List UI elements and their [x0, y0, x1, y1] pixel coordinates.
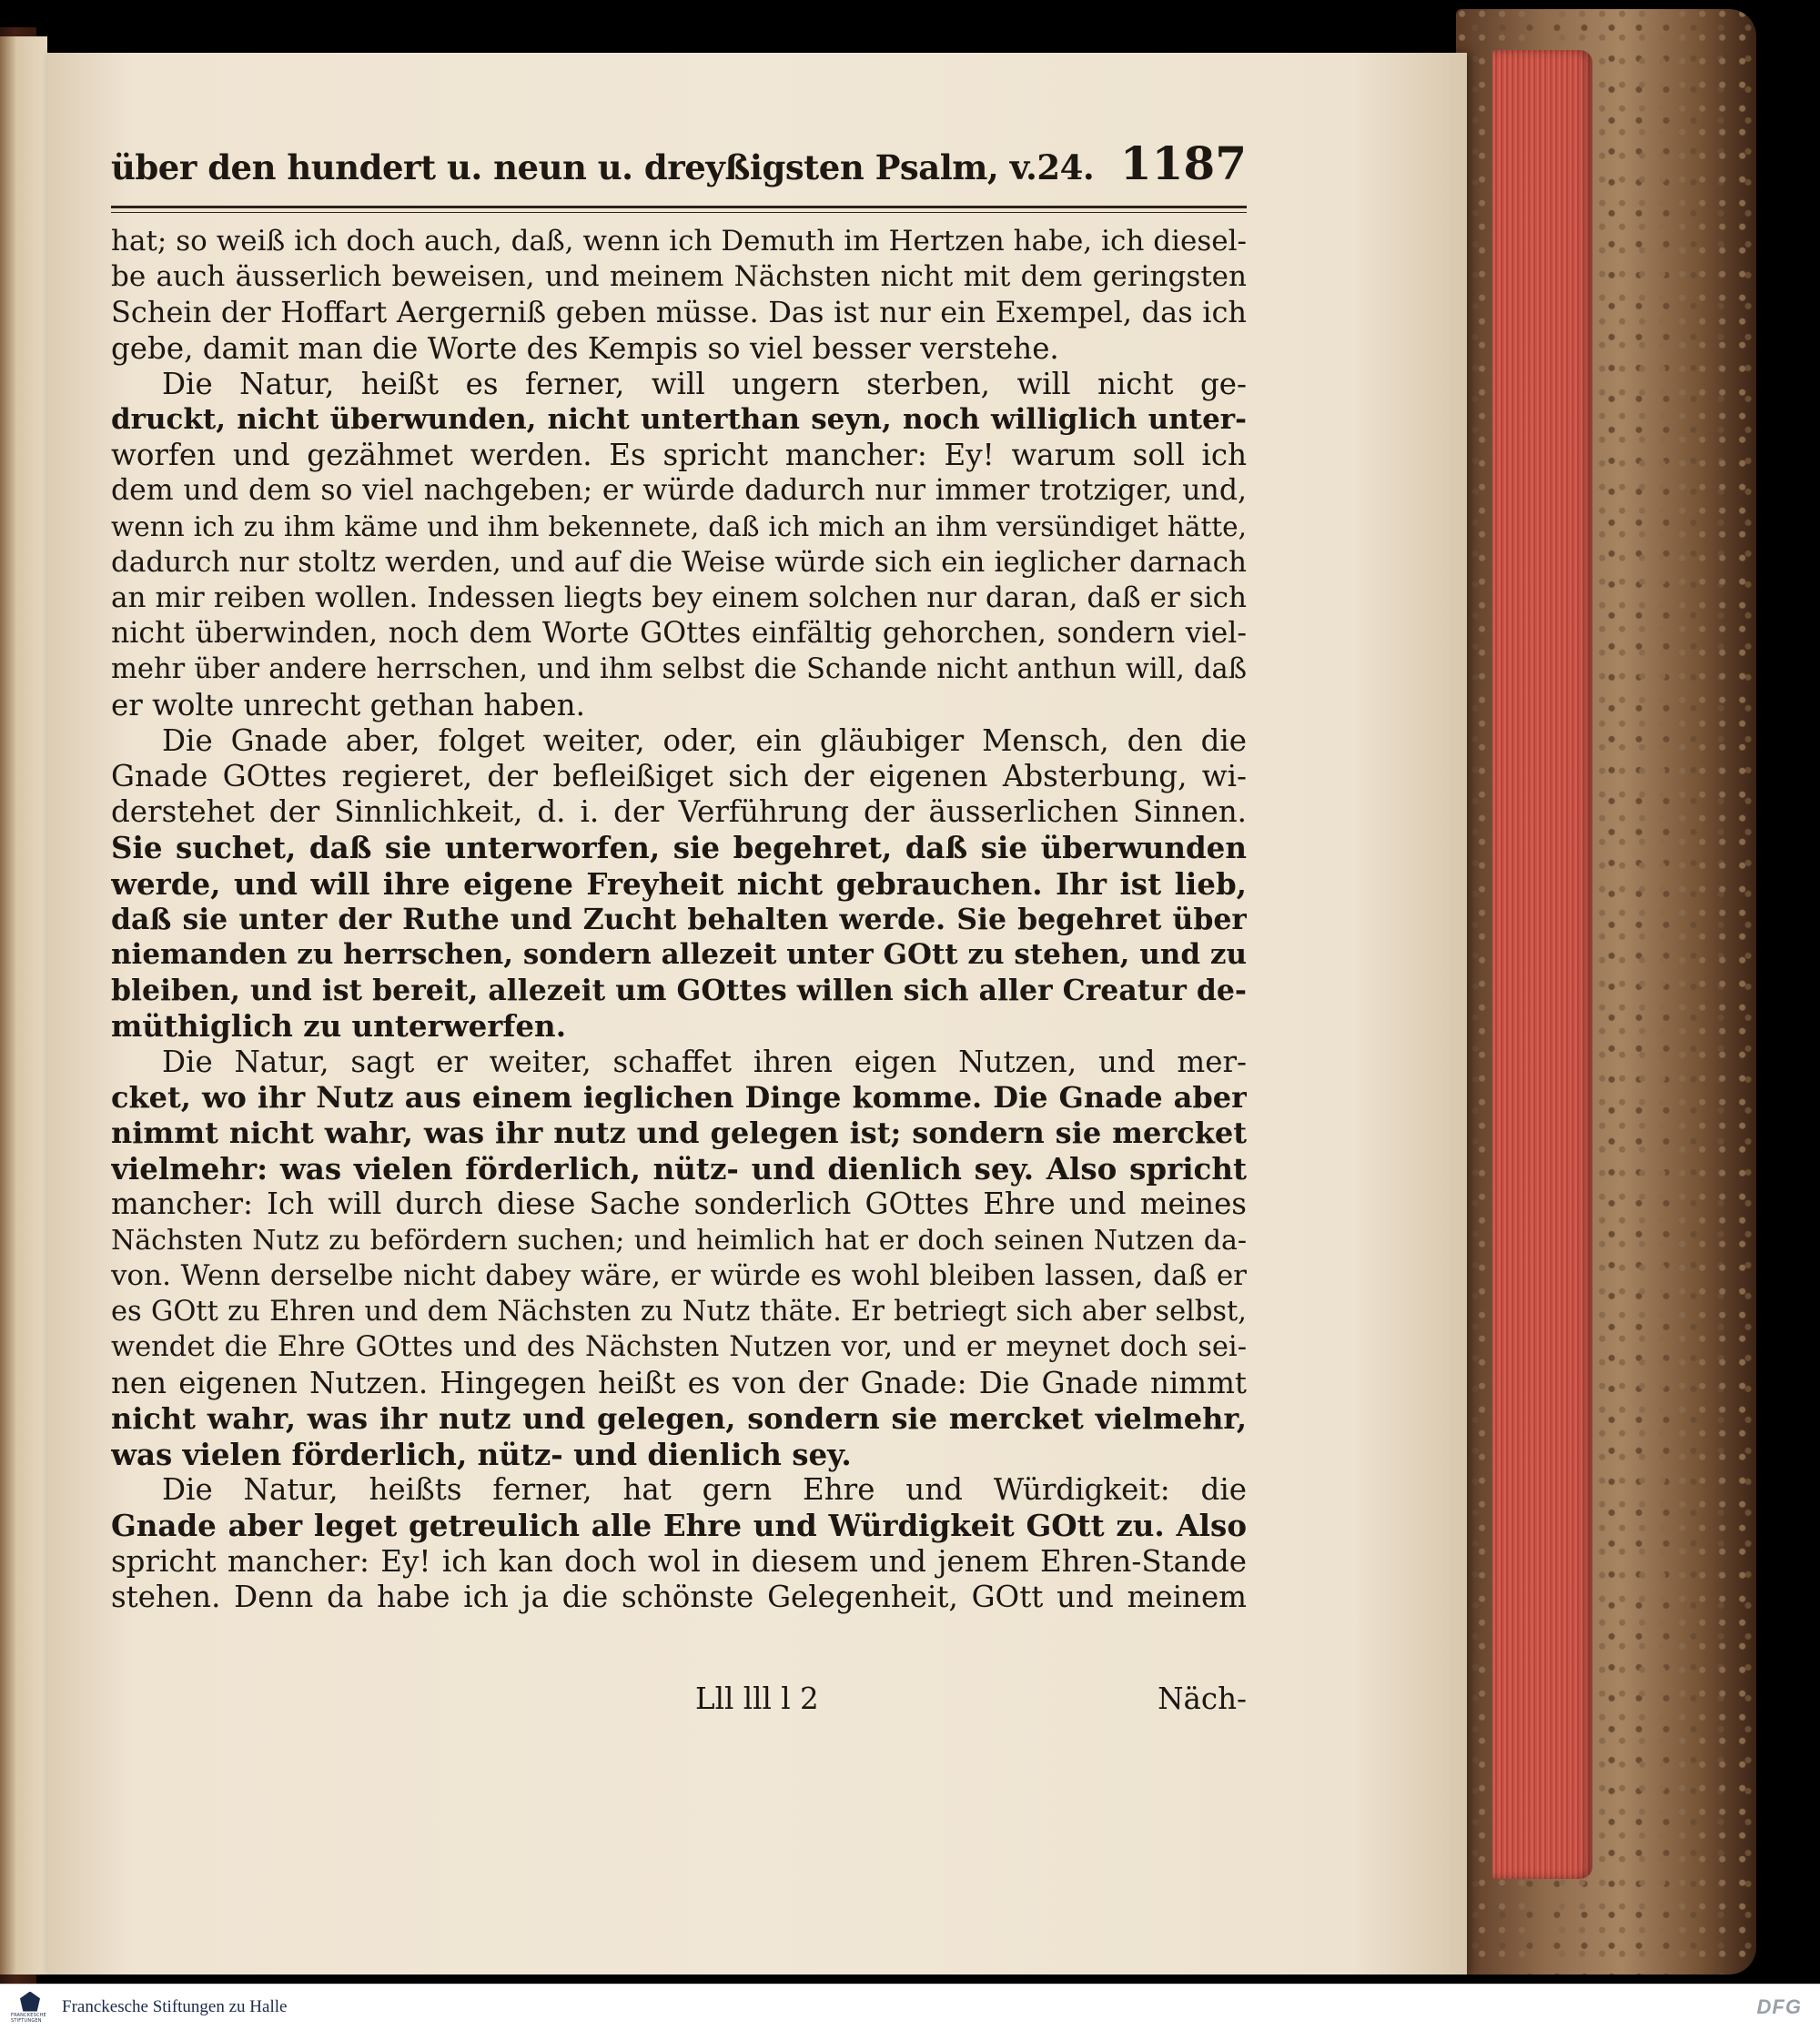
body-text	[111, 224, 1247, 1615]
text-line: von. Wenn derselbe nicht dabey wäre, er würde es wohl bleiben lassen, daß er	[111, 1258, 1247, 1292]
text-line: was vielen förderlich, nütz- und dienlich sey.	[111, 1436, 852, 1472]
facing-page-edge	[0, 36, 47, 1974]
text-line: worfen und gezähmet werden. Es spricht mancher: Ey! warum soll ich	[111, 438, 1247, 473]
institution-name[interactable]: Franckesche Stiftungen zu Halle	[62, 1997, 288, 2016]
text-line: Gnade aber leget getreulich alle Ehre und Würdigkeit GOtt zu. Also	[111, 1508, 1247, 1544]
signature-mark: Lll lll l 2	[695, 1682, 819, 1716]
text-line: Gnade GOttes regieret, der befleißiget sich der eigenen Absterbung, wi-	[111, 759, 1247, 794]
running-head: über den hundert u. neun u. dreyßigsten Psalm, v.24.	[111, 147, 1095, 187]
text-line: be auch äusserlich beweisen, und meinem Nächsten nicht mit dem geringsten	[111, 260, 1247, 294]
text-line: wendet die Ehre GOttes und des Nächsten Nutzen vor, und er meynet doch sei-	[111, 1331, 1247, 1364]
text-line: dadurch nur stoltz werden, und auf die Weise würde sich ein ieglicher darnach	[111, 545, 1247, 579]
text-line: nicht wahr, was ihr nutz und gelegen, sondern sie mercket vielmehr,	[111, 1400, 1247, 1436]
text-line: Die Natur, sagt er weiter, schaffet ihren eigen Nutzen, und mer-	[162, 1044, 1247, 1079]
text-line: vielmehr: was vielen förderlich, nütz- und dienlich sey. Also spricht	[111, 1151, 1247, 1187]
header-rule	[111, 206, 1247, 208]
logo-icon	[20, 1992, 40, 2012]
text-line: daß sie unter der Ruthe und Zucht behalten werde. Sie begehret über	[111, 902, 1247, 936]
text-line: cket, wo ihr Nutz aus einem ieglichen Dinge komme. Die Gnade aber	[111, 1079, 1247, 1115]
text-line: niemanden zu herrschen, sondern allezeit unter GOtt zu stehen, und zu	[111, 938, 1247, 972]
logo-text: FRANCKESCHE STIFTUNGEN	[11, 2012, 47, 2024]
text-line: nicht überwinden, noch dem Worte GOttes einfältig gehorchen, sondern viel-	[111, 617, 1247, 651]
text-line: es GOtt zu Ehren und dem Nächsten zu Nutz thäte. Er betriegt sich aber selbst,	[111, 1296, 1247, 1328]
catchword: Näch-	[1158, 1682, 1247, 1716]
text-line: Nächsten Nutz zu befördern suchen; und heimlich hat er doch seinen Nutzen da-	[111, 1224, 1247, 1257]
text-line: gebe, damit man die Worte des Kempis so viel besser verstehe.	[111, 330, 1059, 366]
text-line: stehen. Denn da habe ich ja die schönste Gelegenheit, GOtt und meinem	[111, 1579, 1247, 1614]
text-line: mehr über andere herrschen, und ihm selbst die Schande nicht anthun will, daß	[111, 653, 1247, 686]
text-line: werde, und will ihre eigene Freyheit nicht gebrauchen. Ihr ist lieb,	[111, 865, 1247, 902]
text-line: Die Natur, heißts ferner, hat gern Ehre und Würdigkeit: die	[162, 1472, 1247, 1508]
header-rule-thin	[111, 212, 1247, 213]
text-line: Schein der Hoffart Aergerniß geben müsse. Das ist nur ein Exempel, das ich	[111, 295, 1247, 330]
page-number: 1187	[1119, 136, 1247, 190]
institution-logo[interactable]	[11, 1988, 49, 2026]
text-line: Die Gnade aber, folget weiter, oder, ein gläubiger Mensch, den die	[162, 722, 1247, 758]
text-line: bleiben, und ist bereit, allezeit um GOttes willen sich aller Creatur de-	[111, 974, 1247, 1008]
dfg-logo[interactable]: DFG	[1756, 1995, 1802, 2018]
text-line: hat; so weiß ich doch auch, daß, wenn ich Demuth im Hertzen habe, ich diesel-	[111, 225, 1247, 258]
text-line: nimmt nicht wahr, was ihr nutz und gelegen ist; sondern sie mercket	[111, 1116, 1247, 1151]
text-line: wenn ich zu ihm käme und ihm bekennete, daß ich mich an ihm versündiget hätte,	[111, 510, 1247, 542]
text-line: dem und dem so viel nachgeben; er würde dadurch nur immer trotziger, und,	[111, 474, 1247, 508]
viewer-footer-bar	[0, 1984, 1820, 2030]
text-line: derstehet der Sinnlichkeit, d. i. der Verführung der äusserlichen Sinnen.	[111, 794, 1247, 830]
page-header	[111, 136, 1247, 190]
text-line: Sie suchet, daß sie unterworfen, sie begehret, daß sie überwunden	[111, 830, 1247, 866]
page-edges	[1492, 50, 1592, 1879]
text-line: mancher: Ich will durch diese Sache sonderlich GOttes Ehre und meines	[111, 1187, 1247, 1222]
text-line: er wolte unrecht gethan haben.	[111, 687, 585, 722]
text-line: nen eigenen Nutzen. Hingegen heißt es von der Gnade: Die Gnade nimmt	[111, 1365, 1247, 1400]
text-line: spricht mancher: Ey! ich kan doch wol in diesem und jenem Ehren-Stande	[111, 1543, 1247, 1579]
text-line: an mir reiben wollen. Indessen liegts bey einem solchen nur daran, daß er sich	[111, 581, 1247, 615]
text-line: druckt, nicht überwunden, nicht unterthan seyn, noch williglich unter-	[111, 403, 1247, 437]
text-line: Die Natur, heißt es ferner, will ungern sterben, will nicht ge-	[162, 366, 1247, 401]
text-line: müthiglich zu unterwerfen.	[111, 1008, 567, 1045]
